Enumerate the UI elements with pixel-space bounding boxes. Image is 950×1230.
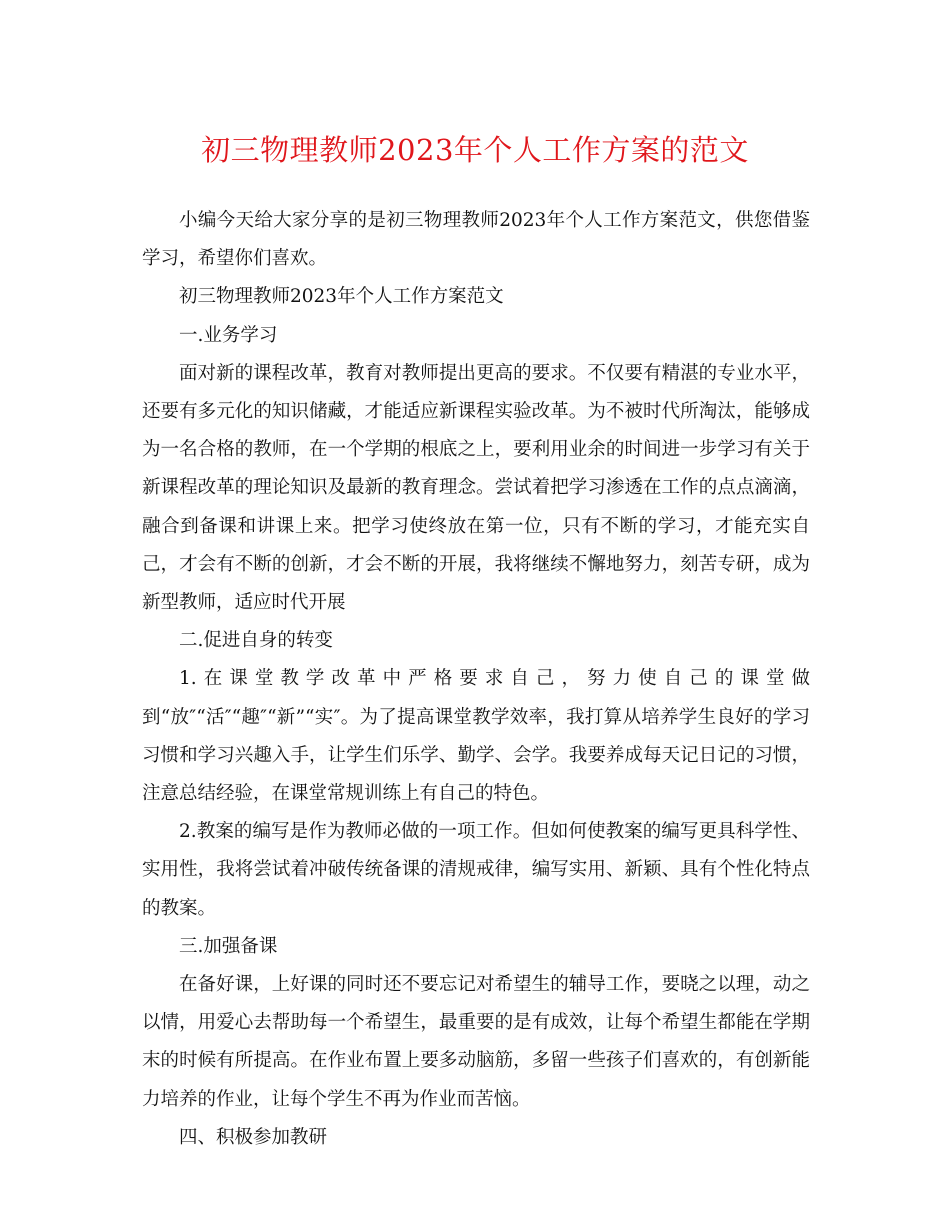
document-title: 初三物理教师2023年个人工作方案的范文 [201,133,749,167]
intro-paragraph: 小编今天给大家分享的是初三物理教师2023年个人工作方案范文，供您借鉴学习，希望你们喜欢。 [142,210,810,270]
section-heading-3: 三.加强备课 [179,935,278,957]
section-heading-4: 四、积极参加教研 [179,1126,328,1148]
body-paragraph: 面对新的课程改革，教育对教师提出更高的要求。不仅要有精湛的专业水平，还要有多元化的知识储藏，才能适应新课程实验改革。为不被时代所淘汰，能够成为一名合格的教师，在一个学期的根底之上，要利用业余的时间进一步学习有关于新课程改革的理论知识及最新的教育理念。尝试着把学习渗透在工作的点点滴滴，融合到备课和讲课上来。把学习使终放在第一位，只有不断的学习，才能充实自己，才会有不断的创新，才会不断的开展，我将继续不懈地努力，刻苦专研，成为新型教师，适应时代开展 [142,362,810,614]
section-heading-2: 二.促进自身的转变 [179,630,333,652]
body-paragraph: 2.教案的编写是作为教师必做的一项工作。但如何使教案的编写更具科学性、实用性，我将尝试着冲破传统备课的清规戒律，编写实用、新颖、具有个性化特点的教案。 [142,821,810,919]
section-heading-1: 一.业务学习 [179,324,278,346]
body-paragraph: 1.在课堂教学改革中严格要求自己，努力使自己的课堂做到“放″“活″“趣″“新”“实″。为了提高课堂教学效率，我打算从培养学生良好的学习习惯和学习兴趣入手，让学生们乐学、勤学、会学。我要养成每天记日记的习惯，注意总结经验，在课堂常规训练上有自己的特色。 [142,668,810,805]
document-body [142,202,810,1157]
subtitle-paragraph: 初三物理教师2023年个人工作方案范文 [179,286,504,308]
body-paragraph: 在备好课，上好课的同时还不要忘记对希望生的辅导工作，要晓之以理，动之以情，用爱心去帮助每一个希望生，最重要的是有成效，让每个希望生都能在学期末的时候有所提高。在作业布置上要多动脑筋，多留一些孩子们喜欢的，有创新能力培养的作业，让每个学生不再为作业而苦恼。 [142,974,810,1110]
